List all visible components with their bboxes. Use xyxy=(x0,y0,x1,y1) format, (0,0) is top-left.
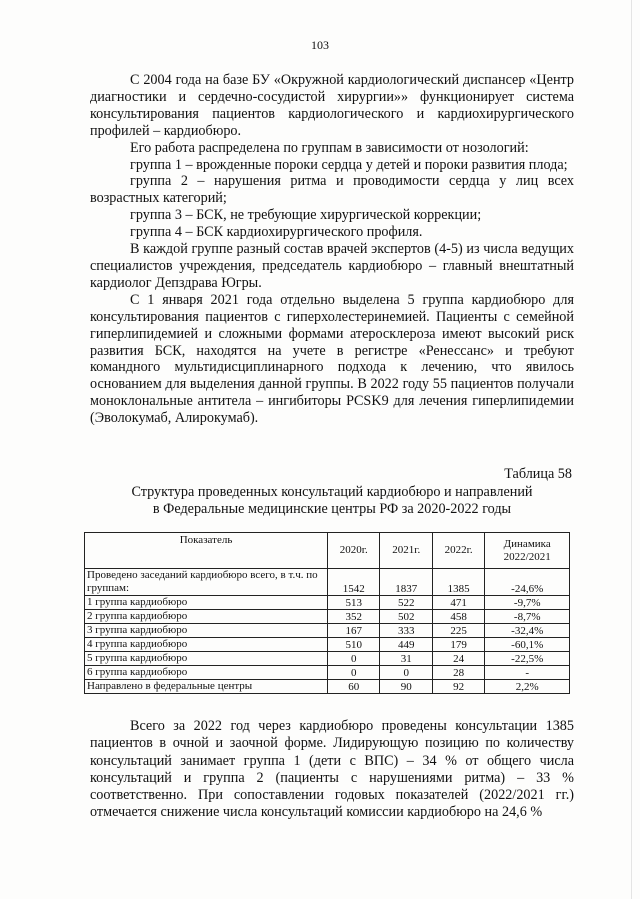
row-label: 1 группа кардиобюро xyxy=(85,596,328,610)
table-row xyxy=(85,680,570,694)
cell-2021: 502 xyxy=(380,610,432,624)
row-label: 6 группа кардиобюро xyxy=(85,666,328,680)
row-label: 5 группа кардиобюро xyxy=(85,652,328,666)
header-2021: 2021г. xyxy=(380,533,432,569)
cell-2021: 449 xyxy=(380,638,432,652)
header-dynamics: Динамика 2022/2021 xyxy=(485,533,570,569)
cell-2022: 471 xyxy=(432,596,484,610)
closing-text xyxy=(90,718,574,822)
cell-dynamics: - xyxy=(485,666,570,680)
cell-2020: 513 xyxy=(328,596,380,610)
table-row xyxy=(85,596,570,610)
header-2022: 2022г. xyxy=(432,533,484,569)
paragraph: Всего за 2022 год через кардиобюро проведены консультации 1385 пациентов в очной и заочной форме. Лидирующую позицию по количеству консультаций занимает группа 1 (дети с ВПС) – 34 % от общего числа консультаций и группа 2 (пациенты с нарушениями ритма) – 33 % соответственно. При сопоставлении годовых показателей (2022/2021 гг.) отмечается снижение числа консультаций комиссии кардиобюро на 24,6 % xyxy=(90,718,574,821)
row-label: Направлено в федеральные центры xyxy=(85,680,328,694)
cell-2022: 92 xyxy=(432,680,484,694)
table-row xyxy=(85,610,570,624)
paragraph: Его работа распределена по группам в зависимости от нозологий: xyxy=(130,139,529,156)
cell-2022: 179 xyxy=(432,638,484,652)
cell-dynamics: -60,1% xyxy=(485,638,570,652)
cell-2021: 1837 xyxy=(380,569,432,596)
paragraph: группа 1 – врожденные пороки сердца у детей и пороки развития плода; xyxy=(130,156,568,173)
cell-2022: 1385 xyxy=(432,569,484,596)
consultations-table xyxy=(84,532,570,694)
header-indicator: Показатель xyxy=(85,533,328,569)
cell-dynamics: -24,6% xyxy=(485,569,570,596)
cell-2022: 458 xyxy=(432,610,484,624)
page-number: 103 xyxy=(311,38,329,52)
paragraph: В каждой группе разный состав врачей экспертов (4-5) из числа ведущих специалистов учреждения, председатель кардиобюро – главный внештатный кардиолог Депздрава Югры. xyxy=(90,241,574,291)
table-caption xyxy=(90,484,574,518)
cell-2022: 28 xyxy=(432,666,484,680)
cell-dynamics: -32,4% xyxy=(485,624,570,638)
row-label: Проведено заседаний кардиобюро всего, в т.ч. по группам: xyxy=(85,569,328,596)
row-label: 3 группа кардиобюро xyxy=(85,624,328,638)
cell-dynamics: -22,5% xyxy=(485,652,570,666)
cell-2022: 24 xyxy=(432,652,484,666)
table-row xyxy=(85,638,570,652)
table-row xyxy=(85,652,570,666)
table-header-row xyxy=(85,533,570,569)
cell-2022: 225 xyxy=(432,624,484,638)
cell-2020: 167 xyxy=(328,624,380,638)
table-row xyxy=(85,569,570,596)
paragraph: группа 4 – БСК кардиохирургического профиля. xyxy=(130,224,423,241)
cell-2021: 31 xyxy=(380,652,432,666)
table-row xyxy=(85,624,570,638)
paragraph: С 2004 года на базе БУ «Окружной кардиологический диспансер «Центр диагностики и сердечно-сосудистой хирургии»» функционирует система консультирования пациентов кардиологического и кардиохирургического профилей – кардиобюро. xyxy=(90,72,574,139)
table-row xyxy=(85,666,570,680)
header-2020: 2020г. xyxy=(328,533,380,569)
paragraph: группа 2 – нарушения ритма и проводимости сердца у лиц всех возрастных категорий; xyxy=(90,173,574,207)
cell-2020: 1542 xyxy=(328,569,380,596)
table-label: Таблица 58 xyxy=(504,466,572,482)
cell-2020: 60 xyxy=(328,680,380,694)
body-text xyxy=(90,72,574,427)
cell-dynamics: 2,2% xyxy=(485,680,570,694)
row-label: 4 группа кардиобюро xyxy=(85,638,328,652)
cell-2021: 333 xyxy=(380,624,432,638)
cell-2021: 90 xyxy=(380,680,432,694)
paragraph: группа 3 – БСК, не требующие хирургической коррекции; xyxy=(130,207,482,224)
row-label: 2 группа кардиобюро xyxy=(85,610,328,624)
cell-dynamics: -8,7% xyxy=(485,610,570,624)
cell-2020: 510 xyxy=(328,638,380,652)
cell-dynamics: -9,7% xyxy=(485,596,570,610)
paragraph: С 1 января 2021 года отдельно выделена 5 группа кардиобюро для консультирования пациентов с гиперхолестеринемией. Пациенты с семейной гиперлипидемией и сложными формами атеросклероза имеют высокий риск развития БСК, находятся на учете в регистре «Ренессанс» и требуют командного мультидисциплинарного подхода к лечению, что явилось основанием для выделения данной группы. В 2022 году 55 пациентов получали моноклональные антитела – ингибиторы PCSK9 для лечения гиперлипидемии (Эволокумаб, Алирокумаб). xyxy=(90,291,574,427)
cell-2020: 0 xyxy=(328,666,380,680)
table-caption-line: Структура проведенных консультаций кардиобюро и направлений xyxy=(131,484,533,500)
cell-2021: 0 xyxy=(380,666,432,680)
cell-2020: 352 xyxy=(328,610,380,624)
cell-2020: 0 xyxy=(328,652,380,666)
table-caption-line: в Федеральные медицинские центры РФ за 2020-2022 годы xyxy=(152,501,512,517)
cell-2021: 522 xyxy=(380,596,432,610)
scan-edge xyxy=(631,0,632,899)
